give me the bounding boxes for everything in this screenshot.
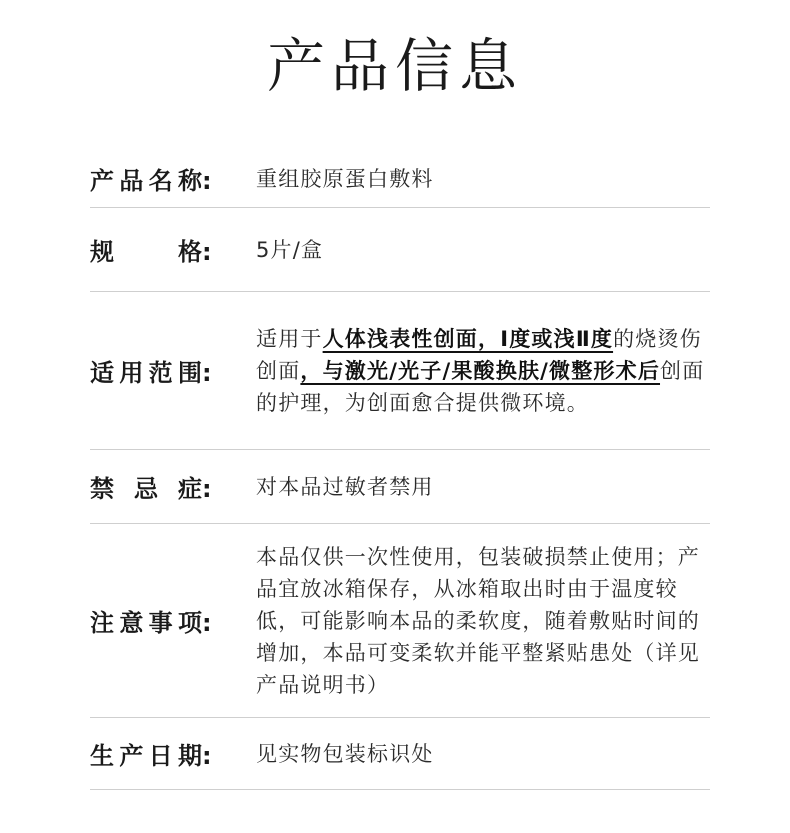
- row-specification: [90, 208, 710, 292]
- row-contraindications: [90, 450, 710, 524]
- label-precautions: [90, 603, 256, 638]
- label-product-name: [90, 161, 256, 196]
- label-production-date: [90, 736, 256, 771]
- usage-text: 的烧烫伤创面: [256, 326, 702, 383]
- label-text: 禁忌症: [90, 475, 202, 503]
- usage-highlight: 人体浅表性创面，Ⅰ度或浅Ⅱ度: [322, 326, 614, 351]
- label-colon: :: [202, 238, 212, 266]
- label-text: 产品名称: [90, 167, 202, 195]
- value-product-name: 重组胶原蛋白敷料: [256, 166, 434, 191]
- row-product-name: [90, 150, 710, 208]
- label-colon: :: [202, 359, 212, 387]
- page-title: 产品信息: [266, 32, 523, 100]
- value-precautions: 本品仅供一次性使用，包装破损禁止使用；产品宜放冰箱保存，从冰箱取出时由于温度较低，可能影响本品的柔软度，随着敷贴时间的增加，本品可变柔软并能平整紧贴患处（详见产品说明书）: [256, 544, 700, 697]
- label-colon: :: [202, 167, 212, 195]
- label-specification: [90, 232, 256, 267]
- label-text: 规格: [90, 238, 202, 266]
- usage-highlight: ，与激光/光子/果酸换肤/微整形术后: [300, 358, 661, 383]
- usage-text: 创面的护理，为创面愈合提供微环境。: [256, 358, 705, 415]
- value-production-date: 见实物包装标识处: [256, 741, 434, 766]
- row-precautions: [90, 524, 710, 718]
- label-colon: :: [202, 742, 212, 770]
- value-scope-of-use: [256, 323, 710, 419]
- row-production-date: [90, 718, 710, 790]
- value-contraindications: 对本品过敏者禁用: [256, 474, 434, 499]
- label-text: 适用范围: [90, 359, 202, 387]
- label-contraindications: [90, 469, 256, 504]
- label-text: 注意事项: [90, 609, 202, 637]
- usage-text: 适用于: [256, 326, 323, 351]
- value-specification: 5片/盒: [256, 237, 324, 262]
- label-colon: :: [202, 609, 212, 637]
- row-scope-of-use: [90, 292, 710, 450]
- product-info-table: [90, 150, 710, 790]
- label-scope-of-use: [90, 353, 256, 388]
- label-text: 生产日期: [90, 742, 202, 770]
- label-colon: :: [202, 475, 212, 503]
